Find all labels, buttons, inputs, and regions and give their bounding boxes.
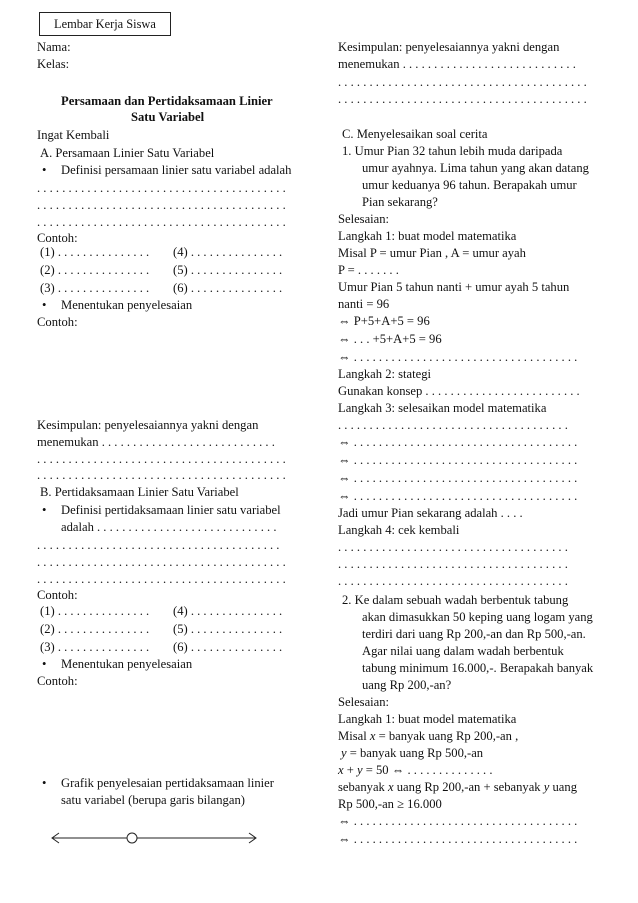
step-2: Langkah 2: stategi bbox=[338, 367, 432, 381]
equation-3 bbox=[338, 762, 493, 778]
problem-2-line4: Agar nilai uang dalam wadah berbentuk bbox=[362, 644, 564, 658]
step-1: Langkah 1: buat model matematika bbox=[338, 229, 517, 243]
equation-blank: ⇔ . . . . . . . . . . . . . . . . . . . . . . . . . . . . . . . . . . . . bbox=[338, 489, 578, 503]
example-label: Contoh: bbox=[37, 674, 78, 688]
answer-line: Jadi umur Pian sekarang adalah . . . . bbox=[338, 506, 523, 520]
recall-heading: Ingat Kembali bbox=[37, 128, 110, 142]
age-statement-line2: nanti = 96 bbox=[338, 297, 390, 311]
let-variables: Misal P = umur Pian , A = umur ayah bbox=[338, 246, 526, 260]
bullet-icon: • bbox=[42, 163, 47, 177]
blank-line: . . . . . . . . . . . . . . . . . . . . . . . . . . . . . . . . . . . . . bbox=[338, 540, 568, 554]
age-statement-line1: Umur Pian 5 tahun nanti + umur ayah 5 tahun bbox=[338, 280, 570, 294]
blank-line: . . . . . . . . . . . . . . . . . . . . . . . . . . . . . . . . . . . . . . . . bbox=[37, 468, 286, 482]
variable-y: y bbox=[543, 780, 550, 794]
definition-a: Definisi persamaan linier satu variabel adalah bbox=[61, 163, 292, 177]
equation-1: ⇔ P+5+A+5 = 96 bbox=[338, 314, 430, 328]
blank-line: . . . . . . . . . . . . . . . . . . . . . . . . . . . . . . . . . . . . . bbox=[338, 557, 568, 571]
bullet-icon: • bbox=[42, 503, 47, 517]
problem-1-line1: 1. Umur Pian 32 tahun lebih muda daripada bbox=[342, 144, 563, 158]
name-field-label: Nama: bbox=[37, 40, 71, 54]
blank-line: . . . . . . . . . . . . . . . . . . . . . . . . . . . . . . . . . . . . . . . . bbox=[37, 181, 286, 195]
text: + bbox=[343, 763, 357, 777]
page-title: Persamaan dan Pertidaksamaan Linier bbox=[61, 94, 273, 108]
problem-1-line2: umur ayahnya. Lima tahun yang akan datang bbox=[362, 161, 589, 175]
let-x bbox=[338, 728, 518, 744]
variable-x: x bbox=[388, 780, 394, 794]
conclusion-line2: menemukan . . . . . . . . . . . . . . . . . . . . . . . . . . . . bbox=[37, 435, 275, 449]
section-c-heading: C. Menyelesaikan soal cerita bbox=[342, 127, 488, 141]
conclusion-line2: menemukan . . . . . . . . . . . . . . . . . . . . . . . . . . . . bbox=[338, 57, 576, 71]
example-1: (1) . . . . . . . . . . . . . . . bbox=[40, 245, 150, 259]
variable-x: x bbox=[369, 729, 376, 743]
example-5: (5) . . . . . . . . . . . . . . . bbox=[173, 622, 283, 636]
p-equation: P = . . . . . . . bbox=[338, 263, 399, 277]
text: = banyak uang Rp 500,-an bbox=[346, 746, 484, 760]
graph-line2: satu variabel (berupa garis bilangan) bbox=[61, 793, 245, 807]
graph-line1: Grafik penyelesaian pertidaksamaan linier bbox=[61, 776, 274, 790]
step-4: Langkah 4: cek kembali bbox=[338, 523, 460, 537]
blank-line: . . . . . . . . . . . . . . . . . . . . . . . . . . . . . . . . . . . . . . . . bbox=[37, 452, 286, 466]
blank-line: . . . . . . . . . . . . . . . . . . . . . . . . . . . . . . . . . . . . . bbox=[338, 418, 568, 432]
blank-line: . . . . . . . . . . . . . . . . . . . . . . . . . . . . . . . . . . . . . bbox=[338, 574, 568, 588]
example-4: (4) . . . . . . . . . . . . . . . bbox=[173, 245, 283, 259]
text: sebanyak bbox=[338, 780, 389, 794]
text: = 50 ⇔ . . . . . . . . . . . . . . bbox=[362, 763, 493, 777]
bullet-icon: • bbox=[42, 298, 47, 312]
use-concept: Gunakan konsep . . . . . . . . . . . . . . . . . . . . . . . . . bbox=[338, 384, 580, 398]
example-6: (6) . . . . . . . . . . . . . . . bbox=[173, 281, 283, 295]
number-line-icon bbox=[48, 828, 260, 848]
example-3: (3) . . . . . . . . . . . . . . . bbox=[40, 640, 150, 654]
determine-solution: Menentukan penyelesaian bbox=[61, 298, 193, 312]
problem-1-line3: umur keduanya 96 tahun. Berapakah umur bbox=[362, 178, 577, 192]
step-3: Langkah 3: selesaikan model matematika bbox=[338, 401, 547, 415]
blank-line: . . . . . . . . . . . . . . . . . . . . . . . . . . . . . . . . . . . . . . . . bbox=[338, 92, 587, 106]
step-1: Langkah 1: buat model matematika bbox=[338, 712, 517, 726]
problem-2-line1: 2. Ke dalam sebuah wadah berbentuk tabung bbox=[342, 593, 569, 607]
variable-y: y bbox=[341, 746, 347, 760]
text: = banyak uang Rp 200,-an , bbox=[375, 729, 519, 743]
section-b-heading: B. Pertidaksamaan Linier Satu Variabel bbox=[40, 485, 239, 499]
equation-blank: ⇔ . . . . . . . . . . . . . . . . . . . . . . . . . . . . . . . . . . . . bbox=[338, 471, 578, 485]
problem-2-line2: akan dimasukkan 50 keping uang logam yang bbox=[362, 610, 593, 624]
bullet-icon: • bbox=[42, 657, 47, 671]
example-1: (1) . . . . . . . . . . . . . . . bbox=[40, 604, 150, 618]
equation-blank: ⇔ . . . . . . . . . . . . . . . . . . . . . . . . . . . . . . . . . . . . bbox=[338, 814, 578, 828]
section-a-heading: A. Persamaan Linier Satu Variabel bbox=[40, 146, 215, 160]
solution-label: Selesaian: bbox=[338, 695, 390, 709]
problem-1-line4: Pian sekarang? bbox=[362, 195, 438, 209]
blank-line: . . . . . . . . . . . . . . . . . . . . . . . . . . . . . . . . . . . . . . . . bbox=[338, 75, 587, 89]
worksheet-label: Lembar Kerja Siswa bbox=[39, 12, 171, 36]
example-2: (2) . . . . . . . . . . . . . . . bbox=[40, 622, 150, 636]
inequality-line2: Rp 500,-an ≥ 16.000 bbox=[338, 797, 442, 811]
example-2: (2) . . . . . . . . . . . . . . . bbox=[40, 263, 150, 277]
variable-y: y bbox=[357, 763, 363, 777]
conclusion-line1: Kesimpulan: penyelesaiannya yakni dengan bbox=[338, 40, 560, 54]
solution-label: Selesaian: bbox=[338, 212, 390, 226]
example-3: (3) . . . . . . . . . . . . . . . bbox=[40, 281, 150, 295]
conclusion-line1: Kesimpulan: penyelesaiannya yakni dengan bbox=[37, 418, 259, 432]
example-6: (6) . . . . . . . . . . . . . . . bbox=[173, 640, 283, 654]
example-label: Contoh: bbox=[37, 231, 78, 245]
bullet-icon: • bbox=[42, 776, 47, 790]
blank-line: . . . . . . . . . . . . . . . . . . . . . . . . . . . . . . . . . . . . . . . bbox=[37, 538, 280, 552]
example-4: (4) . . . . . . . . . . . . . . . bbox=[173, 604, 283, 618]
let-y bbox=[341, 745, 483, 761]
class-field-label: Kelas: bbox=[37, 57, 70, 71]
page-subtitle: Satu Variabel bbox=[131, 110, 205, 124]
problem-2-line6: uang Rp 200,-an? bbox=[362, 678, 452, 692]
variable-x: x bbox=[338, 763, 344, 777]
text: uang bbox=[549, 780, 577, 794]
text: uang Rp 200,-an + sebanyak bbox=[393, 780, 544, 794]
equation-blank: ⇔ . . . . . . . . . . . . . . . . . . . . . . . . . . . . . . . . . . . . bbox=[338, 350, 578, 364]
example-5: (5) . . . . . . . . . . . . . . . bbox=[173, 263, 283, 277]
blank-line: . . . . . . . . . . . . . . . . . . . . . . . . . . . . . . . . . . . . . . . . bbox=[37, 572, 286, 586]
equation-2: ⇔ . . . +5+A+5 = 96 bbox=[338, 332, 442, 346]
problem-2-line5: tabung minimum 16.000,-. Berapakah banyak bbox=[362, 661, 594, 675]
determine-solution: Menentukan penyelesaian bbox=[61, 657, 193, 671]
blank-line: . . . . . . . . . . . . . . . . . . . . . . . . . . . . . . . . . . . . . . . . bbox=[37, 215, 286, 229]
text: Misal bbox=[338, 729, 370, 743]
inequality-line1 bbox=[338, 779, 577, 795]
equation-blank: ⇔ . . . . . . . . . . . . . . . . . . . . . . . . . . . . . . . . . . . . bbox=[338, 832, 578, 846]
definition-b-line1: Definisi pertidaksamaan linier satu variabel bbox=[61, 503, 281, 517]
definition-b-line2: adalah . . . . . . . . . . . . . . . . . . . . . . . . . . . . . bbox=[61, 520, 277, 534]
example-label: Contoh: bbox=[37, 588, 78, 602]
equation-blank: ⇔ . . . . . . . . . . . . . . . . . . . . . . . . . . . . . . . . . . . . bbox=[338, 453, 578, 467]
problem-2-line3: terdiri dari uang Rp 200,-an dan Rp 500,-an. bbox=[362, 627, 586, 641]
blank-line: . . . . . . . . . . . . . . . . . . . . . . . . . . . . . . . . . . . . . . . . bbox=[37, 555, 286, 569]
blank-line: . . . . . . . . . . . . . . . . . . . . . . . . . . . . . . . . . . . . . . . . bbox=[37, 198, 286, 212]
equation-blank: ⇔ . . . . . . . . . . . . . . . . . . . . . . . . . . . . . . . . . . . . bbox=[338, 435, 578, 449]
example-label: Contoh: bbox=[37, 315, 78, 329]
